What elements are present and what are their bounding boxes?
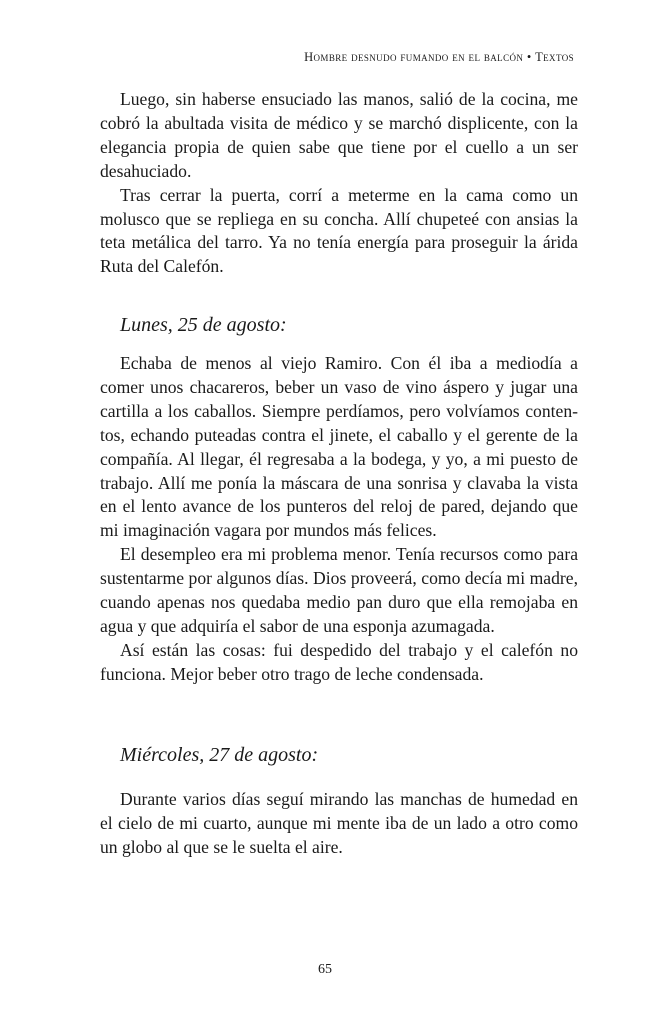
running-header-section: Textos (535, 50, 574, 64)
diary-entry-monday (100, 313, 578, 337)
text-block-monday (100, 352, 578, 687)
paragraph: Tras cerrar la puerta, corrí a meterme en la cama como un molusco que se repliega en su concha. Allí chupeteé con ansias la teta metálica del tarro. Ya no tenía energía para proseguir la árida Ruta del Calefón. (100, 184, 578, 277)
paragraph: El desempleo era mi problema menor. Tenía recursos como para sustentarme por algunos días. Dios proveerá, como decía mi madre, cuando apenas nos quedaba medio pan duro que ella remojaba en agua y que adquiría el sabor de una esponja azumagada. (100, 544, 578, 636)
paragraph: Así están las cosas: fui despedido del trabajo y el calefón no funciona. Mejor beber otro trago de leche condensada. (100, 639, 578, 684)
running-header-book-title: Hombre desnudo fumando en el balcón (304, 50, 524, 64)
entry-heading-monday: Lunes, 25 de agosto: (120, 314, 287, 336)
text-block-wednesday (100, 788, 578, 860)
running-header (304, 50, 574, 65)
paragraph: Luego, sin haberse ensuciado las manos, salió de la cocina, me cobró la abultada visita de médico y se marchó displicente, con la elegancia propia de quien sabe que tiene por el cuello a un ser desahuciado. (100, 89, 578, 181)
paragraph: Echaba de menos al viejo Ramiro. Con él iba a mediodía a comer unos chacareros, beber un vaso de vino áspero y jugar una cartilla a los caballos. Siempre perdíamos, pero volvíamos contentos, echando puteadas contra el jinete, el caballo y el gerente de la compañía. Al llegar, él regresaba a la bodega, y yo, a mi puesto de trabajo. Allí me ponía la máscara de una sonrisa y clavaba la vista en el lento avance de los punteros del reloj de pared, dejando que mi imaginación vagara por mundos más felices. (100, 353, 578, 541)
page-number: 65 (318, 962, 332, 977)
running-header-separator: • (526, 50, 532, 64)
diary-entry-wednesday (100, 743, 578, 767)
text-block-continuation (100, 88, 578, 279)
entry-heading-wednesday: Miércoles, 27 de agosto: (120, 744, 319, 766)
paragraph: Durante varios días seguí mirando las manchas de humedad en el cielo de mi cuarto, aunque mi mente iba de un lado a otro como un globo al que se le suelta el aire. (100, 789, 578, 857)
